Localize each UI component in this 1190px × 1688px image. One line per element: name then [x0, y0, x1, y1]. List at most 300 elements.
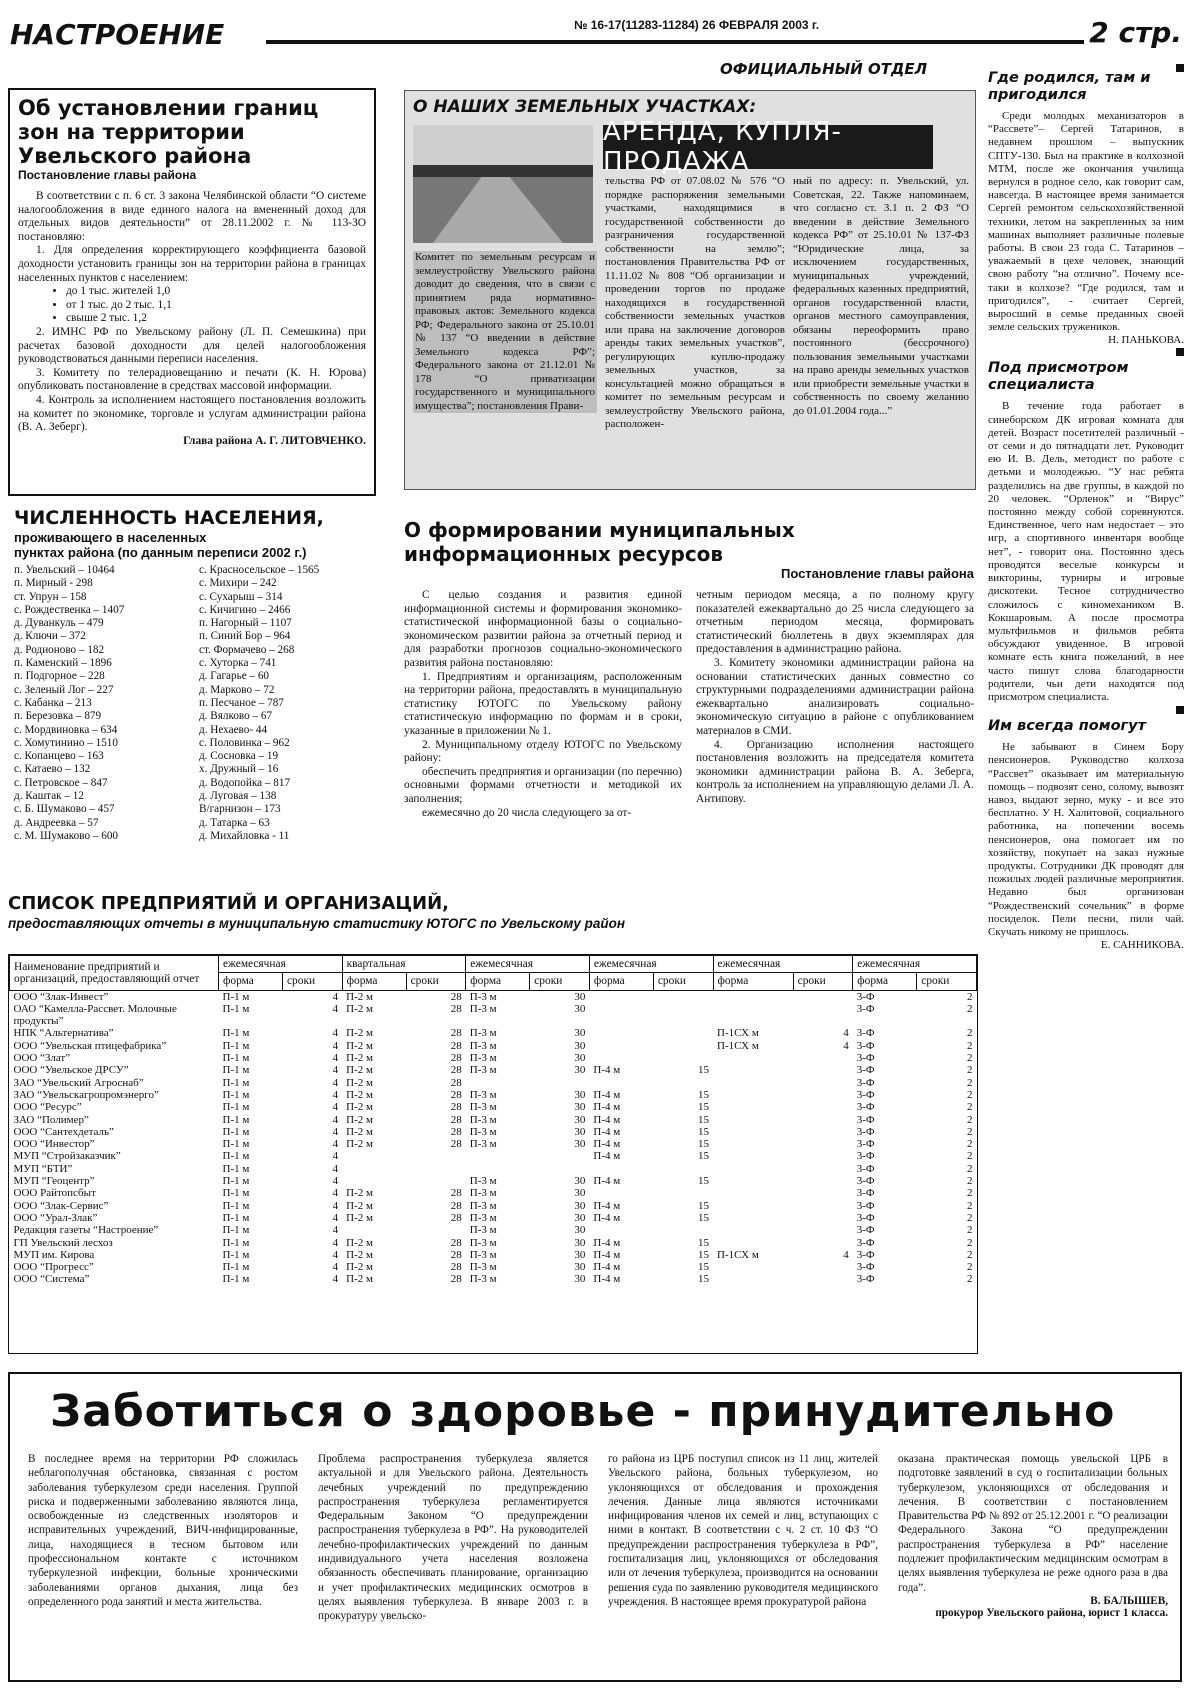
health-col-4	[898, 1452, 1168, 1619]
enterprise-name-cell: ООО “Увельское ДРСУ”	[13, 1064, 129, 1077]
settlement-entry: д. Каштак – 12	[14, 790, 84, 803]
list-subtitle: предоставляющих отчеты в муниципальную статистику ЮТОГС по Увельскому район	[8, 916, 626, 931]
report-cell: 2	[967, 1125, 973, 1138]
settlement-entry: д. Дуванкуль – 479	[14, 617, 104, 630]
report-cell: П-2 м	[346, 1076, 373, 1089]
report-cell: П-2 м	[346, 1211, 373, 1224]
land-col-1: Комитет по земельным ресурсам и землеустройству Увельского района доводит до сведения, что в связи с принятием ряда нормативно-правовых актов: Земельного кодекса РФ; Федерального закона от 25.10.01 № 137 “О введении в действие Земельного кодекса РФ”; Федерального закона от 21.12.01 № 178 “О приватизации государственного и муниципального имущества”; постановления Прави-	[415, 251, 595, 412]
bullet-item: • от 1 тыс. до 2 тыс. 1,1	[66, 299, 366, 313]
report-cell: П-2 м	[346, 1187, 373, 1200]
report-cell: 15	[698, 1113, 709, 1126]
report-cell	[713, 1175, 793, 1187]
settlement-entry: д. Сосновка – 19	[199, 750, 279, 763]
enterprise-name-cell: ООО “Сантехдеталь”	[13, 1125, 114, 1138]
report-cell	[653, 1224, 713, 1236]
table-row	[10, 1175, 977, 1187]
report-cell: 28	[450, 1088, 462, 1101]
report-cell: 30	[574, 1187, 586, 1200]
report-cell: 30	[574, 1236, 586, 1249]
report-cell: П-3 м	[469, 1138, 497, 1151]
col-header-form: форма	[713, 973, 793, 990]
table-row	[10, 1101, 977, 1113]
report-cell: П-4 м	[593, 1150, 621, 1163]
report-cell: П-2 м	[346, 1039, 373, 1052]
enterprise-name-cell: ЗАО “Полимер”	[13, 1113, 89, 1126]
report-cell: П-3 м	[469, 990, 497, 1003]
report-cell: 4	[332, 1187, 339, 1200]
report-cell: 3-Ф	[856, 1187, 875, 1200]
settlement-entry: с. Катаево – 132	[14, 763, 91, 776]
settlement-entry: В/гарнизон – 173	[199, 803, 281, 816]
report-cell	[342, 1163, 406, 1175]
side-story-1-title: Где родился, там и пригодился	[988, 70, 1151, 103]
report-cell: 3-Ф	[856, 1199, 875, 1212]
info-col-left	[404, 589, 682, 820]
report-cell: П-1 м	[222, 1162, 250, 1175]
report-cell: 30	[574, 1125, 586, 1138]
report-cell: П-1 м	[222, 1138, 250, 1151]
table-row	[10, 1077, 977, 1089]
health-title: Заботиться о здоровье - принудительно	[50, 1386, 1116, 1437]
health-signature-title: прокурор Увельского района, юрист 1 класса.	[935, 1606, 1168, 1619]
table-row	[10, 1237, 977, 1249]
table-row	[10, 1200, 977, 1212]
settlement-entry: с. Половинка – 962	[199, 736, 290, 749]
report-cell	[653, 1077, 713, 1089]
info-paragraph: 4. Организацию исполнения настоящего постановления возложить на председателя комитета экономики администрации района В. А. Зеберга, контроль за исполнением на управляющую делами Л. А. Антипову.	[696, 738, 974, 805]
report-cell: 30	[574, 1113, 586, 1126]
enterprise-name-cell: ООО “Злак-Сервис”	[13, 1199, 109, 1212]
report-cell: 30	[574, 1039, 586, 1052]
report-cell: П-2 м	[346, 1199, 373, 1212]
road-photo	[413, 125, 593, 243]
side-story-3-author: Е. САННИКОВА.	[1100, 939, 1184, 952]
report-cell: 30	[574, 1211, 586, 1224]
report-cell: П-1 м	[222, 1236, 250, 1249]
table-row	[10, 1212, 977, 1224]
report-cell	[653, 990, 713, 1003]
report-cell: П-2 м	[346, 1273, 373, 1286]
table-row	[10, 1187, 977, 1199]
borders-p5: 4. Контроль за исполнением настоящего постановления возложить на комитет по экономике, торговле и услугам администрации района (В. А. Зеберг).	[18, 393, 366, 434]
borders-subtitle: Постановление главы района	[18, 168, 197, 182]
report-cell	[406, 1224, 466, 1236]
table-row	[10, 1138, 977, 1150]
borders-p2: 1. Для определения корректирующего коэффициента базовой доходности установить границы зон на территории района в границах населенных пунктов с населением:	[18, 244, 366, 284]
col-header-form: форма	[853, 973, 917, 990]
report-cell	[589, 1040, 653, 1052]
borders-p3: 2. ИМНС РФ по Увельскому району (Л. П. Семешкина) при расчетах базовой доходности для целей налогообложения руководствоваться данными переписи населения.	[18, 325, 366, 366]
report-cell: 28	[450, 1236, 462, 1249]
report-cell: 4	[332, 1088, 339, 1101]
enterprise-list	[8, 892, 978, 931]
report-cell: П-2 м	[346, 1261, 373, 1274]
report-cell: 2	[967, 1199, 973, 1212]
col-header-terms: сроки	[653, 973, 713, 990]
report-cell: 3-Ф	[856, 1002, 875, 1015]
report-cell: 3-Ф	[856, 1076, 875, 1089]
settlement-entry: д. Луговая – 138	[199, 790, 277, 803]
table-row	[10, 1052, 977, 1064]
masthead	[8, 14, 1182, 54]
info-paragraph: 2. Муниципальному отделу ЮТОГС по Увельскому району:	[404, 738, 682, 765]
report-cell: 3-Ф	[856, 1273, 875, 1286]
report-cell: 15	[698, 1236, 709, 1249]
enterprise-name-cell: ООО “Инвестор”	[13, 1138, 95, 1151]
col-header-form: форма	[589, 973, 653, 990]
report-cell: 2	[967, 1236, 973, 1249]
sidebar-column	[988, 70, 1184, 951]
report-cell: 30	[574, 1101, 586, 1114]
settlement-entry: ст. Упрун – 158	[14, 590, 87, 603]
report-cell: 3-Ф	[856, 1125, 875, 1138]
report-cell: 2	[967, 1248, 973, 1261]
report-cell	[793, 1089, 853, 1101]
report-cell: П-3 м	[469, 1211, 497, 1224]
enterprise-name-cell: ООО “Злат”	[13, 1052, 71, 1065]
report-cell: П-1 м	[222, 1187, 250, 1200]
col-header-terms: сроки	[917, 973, 977, 990]
enterprise-name-cell: ООО “Увельская птицефабрика”	[13, 1039, 167, 1052]
report-cell	[713, 1101, 793, 1113]
report-cell	[653, 1052, 713, 1064]
info-paragraph: 1. Предприятиям и организациям, расположенным на территории района, предоставлять в муниципальную статистику ЮТОГС по Увельскому району статистическую информацию по формам и в сроки, указанные в приложении № 1.	[404, 670, 682, 737]
col-header-form: форма	[466, 973, 530, 990]
report-cell	[589, 1003, 653, 1028]
report-cell	[530, 1077, 590, 1089]
info-paragraph: С целью создания и развития единой информационной системы и формирования экономико-статистической информационной базы о социально-экономическом развитии района за отчетный период и для разработки прогнозов социально-экономического развития района постановляю:	[404, 589, 682, 669]
land-article	[404, 90, 976, 490]
report-cell: П-3 м	[469, 1125, 497, 1138]
report-cell: П-1СХ м	[717, 1248, 759, 1261]
report-cell: 2	[967, 1175, 973, 1188]
report-cell: П-1 м	[222, 1175, 250, 1188]
settlement-entry: с. Б. Шумаково – 457	[14, 803, 115, 816]
report-cell	[793, 1138, 853, 1150]
report-cell: П-1 м	[222, 1039, 250, 1052]
enterprise-name-cell: ООО Райтопсбыт	[13, 1187, 96, 1200]
report-cell	[466, 1077, 530, 1089]
report-cell: 30	[574, 1248, 586, 1261]
issue-number: № 16-17(11283-11284) 26 ФЕВРАЛЯ 2003 г.	[568, 18, 825, 32]
enterprise-name-cell: ЗАО “Увельскагропромэнерго”	[13, 1088, 159, 1101]
report-cell: 4	[843, 1027, 849, 1040]
side-story-3-title: Им всегда помогут	[988, 718, 1146, 735]
report-cell	[589, 1027, 653, 1039]
newspaper-logo: НАСТРОЕНИЕ	[10, 18, 225, 51]
report-cell	[793, 1003, 853, 1028]
report-cell: П-1 м	[222, 1199, 250, 1212]
report-cell	[793, 1261, 853, 1273]
settlement-entry: д. Андреевка – 57	[14, 816, 99, 829]
settlement-entry: с. Мордвиновка – 634	[14, 723, 118, 736]
report-cell: 2	[967, 1027, 973, 1040]
report-cell: 3-Ф	[856, 1101, 875, 1114]
report-cell	[530, 1150, 590, 1162]
table-row	[10, 1150, 977, 1162]
statistics-table	[9, 955, 977, 1286]
square-bullet-icon	[1176, 706, 1184, 714]
report-cell: 30	[574, 1027, 586, 1040]
borders-p1: В соответствии с п. 6 ст. 3 закона Челябинской области “О системе налогообложения в виде единого налога на вмененный доход для отдельных видов деятельности” от 28.11.2002 г. № 113-ЗО постановляю:	[18, 190, 366, 243]
report-cell	[713, 1064, 793, 1076]
report-cell: П-4 м	[593, 1248, 621, 1261]
report-cell	[342, 1224, 406, 1236]
enterprise-name-cell: ООО “Злак-Инвест”	[13, 990, 109, 1003]
report-cell: П-3 м	[469, 1236, 497, 1249]
info-paragraph: обеспечить предприятия и организации (по перечню) основными формами отчетности и методикой их заполнения;	[404, 765, 682, 805]
report-cell: 2	[967, 1187, 973, 1200]
report-cell: 15	[698, 1064, 709, 1077]
report-cell: 4	[332, 1150, 339, 1163]
report-cell: П-2 м	[346, 1113, 373, 1126]
report-cell: 2	[967, 1138, 973, 1151]
report-cell: 4	[332, 1052, 339, 1065]
report-cell: П-4 м	[593, 1236, 621, 1249]
report-cell: П-3 м	[469, 1064, 497, 1077]
enterprise-name-cell: МУП им. Кирова	[13, 1248, 95, 1261]
report-cell: 28	[450, 990, 462, 1003]
side-story-1-text: Среди молодых механизаторов в “Рассвете”– Сергей Татаринов, в недавнем прошлом – выпускник СПТУ-130. Был на практике в колхозной МТМ, после же окончания училища вернулся в родное село, как говорит сам, навсегда. В настоящее время занимается Сергей ремонтом сельскохозяйственной техники, летом на закрепленных за ним машинах выполняет различные полевые работы. В свои 23 года С. Татаринов – уважаемый в цехе человек, знающий свою работу “на отлично”. Почему все-таки в колхозе? “Где родился, там и пригодился”, - считает Сергей, выросший в семье преданных своей земле сельских тружеников.	[988, 110, 1184, 334]
report-cell	[653, 1027, 713, 1039]
report-cell: П-4 м	[593, 1273, 621, 1286]
report-cell: 28	[450, 1187, 462, 1200]
report-cell	[406, 1163, 466, 1175]
report-cell: 15	[698, 1150, 709, 1163]
report-cell: 28	[450, 1211, 462, 1224]
report-cell: 3-Ф	[856, 1039, 875, 1052]
report-cell	[793, 1212, 853, 1224]
report-cell: П-4 м	[593, 1175, 621, 1188]
report-cell: П-1 м	[222, 990, 250, 1003]
report-cell	[713, 990, 793, 1003]
col-header-terms: сроки	[530, 973, 590, 990]
report-cell: П-1 м	[222, 1261, 250, 1274]
report-cell: П-3 м	[469, 1101, 497, 1114]
report-cell: 2	[967, 1162, 973, 1175]
settlement-entry: п. Каменский – 1896	[14, 657, 112, 670]
report-cell: П-1 м	[222, 1101, 250, 1114]
report-cell	[589, 1224, 653, 1236]
report-cell: 30	[574, 990, 586, 1003]
info-title: О формировании муниципальных информационных ресурсов	[404, 518, 795, 566]
health-article	[8, 1372, 1182, 1682]
settlement-entry: с. Кичигино – 2466	[199, 603, 291, 616]
report-cell: П-3 м	[469, 1248, 497, 1261]
report-cell	[713, 1200, 793, 1212]
report-cell	[793, 1101, 853, 1113]
report-cell: 4	[332, 1027, 339, 1040]
report-cell	[713, 1212, 793, 1224]
health-col-4-text: оказана практическая помощь увельской ЦРБ в подготовке заявлений в суд о госпитализации больных туберкулезом, уклоняющихся от обследования и лечения. В соответствии с постановлением Правительства РФ № 892 от 25.12.2001 г. “О реализации Федерального Закона “О предупреждении распространения туберкулеза в РФ” население подлежит профилактическим медицинским осмотрам в целях выявления туберкулеза не реже одного раза в два года”.	[898, 1453, 1168, 1594]
report-cell	[406, 1175, 466, 1187]
table-row	[10, 1114, 977, 1126]
report-cell	[653, 1003, 713, 1028]
population-block	[14, 506, 376, 843]
report-cell: 3-Ф	[856, 1248, 875, 1261]
report-cell: П-4 м	[593, 1138, 621, 1151]
report-cell: 2	[967, 1150, 973, 1163]
report-cell: 3-Ф	[856, 1113, 875, 1126]
report-cell: 2	[967, 1052, 973, 1065]
enterprise-name-cell: МУП “Стройзаказчик”	[13, 1150, 121, 1163]
health-col-3: го района из ЦРБ поступил список из 11 лиц, жителей Увельского района, больных туберкулезом, но уклоняющихся от обследования и прохождения лечения. Данные лица являются источниками инфицирования членов их семей и лиц, вступающих с ними в контакт. В соответствии с ч. 2 ст. 10 ФЗ “О предупреждении распространения туберкулеза в РФ”, госпитализация лиц, уклоняющихся от обследования или от лечения туберкулеза, производится на основании решения суда по заявлению руководителя медицинского учреждения. В настоящее время прокуратурой района	[608, 1453, 878, 1608]
borders-article	[8, 88, 376, 496]
settlement-entry: с. Сухарыш – 314	[199, 590, 283, 603]
report-cell: 2	[967, 1261, 973, 1274]
report-cell	[793, 1200, 853, 1212]
report-cell	[713, 1077, 793, 1089]
report-cell: 4	[332, 1211, 339, 1224]
report-cell: 4	[332, 1236, 339, 1249]
enterprise-name-cell: ООО “Урал-Злак”	[13, 1211, 98, 1224]
report-cell	[713, 1114, 793, 1126]
settlement-entry: д. Ключи – 372	[14, 630, 86, 643]
settlement-entry: п. Синий Бор – 964	[199, 630, 291, 643]
report-cell	[589, 1163, 653, 1175]
report-cell	[713, 1150, 793, 1162]
report-cell: П-3 м	[469, 1187, 497, 1200]
report-cell: 4	[332, 1261, 339, 1274]
report-cell: 28	[450, 1002, 462, 1015]
report-cell: П-1 м	[222, 1027, 250, 1040]
report-cell: 28	[450, 1138, 462, 1151]
health-col-1: В последнее время на территории РФ сложилась неблагополучная обстановка, связанная с ростом заболевания туберкулезом среди населения. Группой риска и подверженными заболеванию являются лица, освобожденные из следственных изоляторов и исправительных учреждений, ВИЧ-инфицированные, лица, находящиеся в тесном бытовом или профессиональном контакте с источником туберкулезной инфекции, больные хроническими заболеваниями органов дыхания, лица без определенного рода занятий и места жительства.	[28, 1453, 298, 1608]
report-cell: П-1 м	[222, 1064, 250, 1077]
report-cell	[589, 990, 653, 1003]
report-cell: П-3 м	[469, 1261, 497, 1274]
report-cell: П-2 м	[346, 1101, 373, 1114]
report-cell	[793, 1150, 853, 1162]
report-cell	[530, 1163, 590, 1175]
report-cell: 3-Ф	[856, 1027, 875, 1040]
settlement-entry: х. Дружный – 16	[199, 763, 279, 776]
report-cell: П-1 м	[222, 1248, 250, 1261]
population-title: ЧИСЛЕННОСТЬ НАСЕЛЕНИЯ,	[14, 507, 324, 529]
settlement-entry: с. Зеленый Лог – 227	[14, 683, 114, 696]
report-cell: 28	[450, 1199, 462, 1212]
report-cell: 4	[332, 1101, 339, 1114]
report-cell	[342, 1150, 406, 1162]
report-cell: 2	[967, 1273, 973, 1286]
col-header-terms: сроки	[406, 973, 466, 990]
report-cell: П-2 м	[346, 1052, 373, 1065]
report-cell: 2	[967, 1002, 973, 1015]
report-cell	[713, 1003, 793, 1028]
report-cell: 28	[450, 1076, 462, 1089]
table-row	[10, 1040, 977, 1052]
report-cell	[589, 1187, 653, 1199]
report-cell: 15	[698, 1211, 709, 1224]
report-cell	[713, 1138, 793, 1150]
report-cell: 15	[698, 1199, 709, 1212]
report-cell: 28	[450, 1064, 462, 1077]
report-cell: П-2 м	[346, 1125, 373, 1138]
borders-body	[18, 190, 366, 448]
table-row	[10, 1027, 977, 1039]
col-header-terms: сроки	[283, 973, 343, 990]
report-cell: П-3 м	[469, 1199, 497, 1212]
col-header-group: ежемесячная	[466, 956, 590, 973]
bullet-item: • свыше 2 тыс. 1,2	[66, 312, 366, 326]
enterprise-name-cell: ГП Увельский лесхоз	[13, 1236, 113, 1249]
settlement-entry: д. Михайловка - 11	[199, 829, 290, 842]
report-cell: 4	[332, 1273, 339, 1286]
report-cell: П-3 м	[469, 1224, 497, 1237]
report-cell: 2	[967, 1224, 973, 1237]
col-header-terms: сроки	[793, 973, 853, 990]
report-cell	[713, 1273, 793, 1285]
report-cell: 3-Ф	[856, 990, 875, 1003]
report-cell	[342, 1175, 406, 1187]
report-cell: П-4 м	[593, 1125, 621, 1138]
report-cell: 4	[332, 1199, 339, 1212]
table-row	[10, 1224, 977, 1236]
settlement-entry: д. Марково – 72	[199, 683, 275, 696]
settlement-entry: с. Кабанка – 213	[14, 696, 92, 709]
info-article	[404, 518, 974, 820]
report-cell: 4	[332, 1162, 339, 1175]
report-cell: 28	[450, 1125, 462, 1138]
report-cell	[589, 1077, 653, 1089]
report-cell: П-1СХ м	[717, 1039, 759, 1052]
report-cell: 3-Ф	[856, 1064, 875, 1077]
report-cell: П-1 м	[222, 1002, 250, 1015]
population-columns	[14, 564, 376, 843]
report-cell: 2	[967, 1113, 973, 1126]
settlement-entry: п. Песчаное – 787	[199, 696, 284, 709]
table-row	[10, 1089, 977, 1101]
report-cell: 15	[698, 1088, 709, 1101]
report-cell	[713, 1224, 793, 1236]
report-cell: 3-Ф	[856, 1150, 875, 1163]
report-cell: П-1 м	[222, 1273, 250, 1286]
report-cell: П-4 м	[593, 1101, 621, 1114]
report-cell: 2	[967, 1101, 973, 1114]
report-cell: 3-Ф	[856, 1052, 875, 1065]
report-cell	[793, 1126, 853, 1138]
report-cell: П-1 м	[222, 1052, 250, 1065]
report-cell: П-3 м	[469, 1027, 497, 1040]
report-cell	[713, 1261, 793, 1273]
settlement-entry: с. Хуторка – 741	[199, 657, 277, 670]
population-col-2	[199, 564, 376, 843]
report-cell: П-3 м	[469, 1002, 497, 1015]
enterprise-name-cell: МУП “Геоцентр”	[13, 1175, 95, 1188]
settlement-entry: п. Мирный - 298	[14, 577, 93, 590]
borders-signature: Глава района А. Г. ЛИТОВЧЕНКО.	[183, 434, 366, 447]
report-cell: 2	[967, 1076, 973, 1089]
report-cell	[793, 1187, 853, 1199]
report-cell: П-1 м	[222, 1150, 250, 1163]
report-cell: 3-Ф	[856, 1175, 875, 1188]
col-header-form: форма	[219, 973, 283, 990]
report-cell	[653, 1040, 713, 1052]
table-row	[10, 1064, 977, 1076]
report-cell: П-3 м	[469, 1113, 497, 1126]
settlement-entry: п. Подгорное – 228	[14, 670, 105, 683]
report-cell: 3-Ф	[856, 1261, 875, 1274]
settlement-entry: ст. Формачево – 268	[199, 643, 295, 656]
report-cell: П-3 м	[469, 1039, 497, 1052]
report-cell: 2	[967, 1064, 973, 1077]
report-cell: П-2 м	[346, 1088, 373, 1101]
report-cell: 15	[698, 1125, 709, 1138]
report-cell	[713, 1052, 793, 1064]
report-cell: 4	[332, 1064, 339, 1077]
report-cell: П-1 м	[222, 1125, 250, 1138]
report-cell: 2	[967, 1039, 973, 1052]
